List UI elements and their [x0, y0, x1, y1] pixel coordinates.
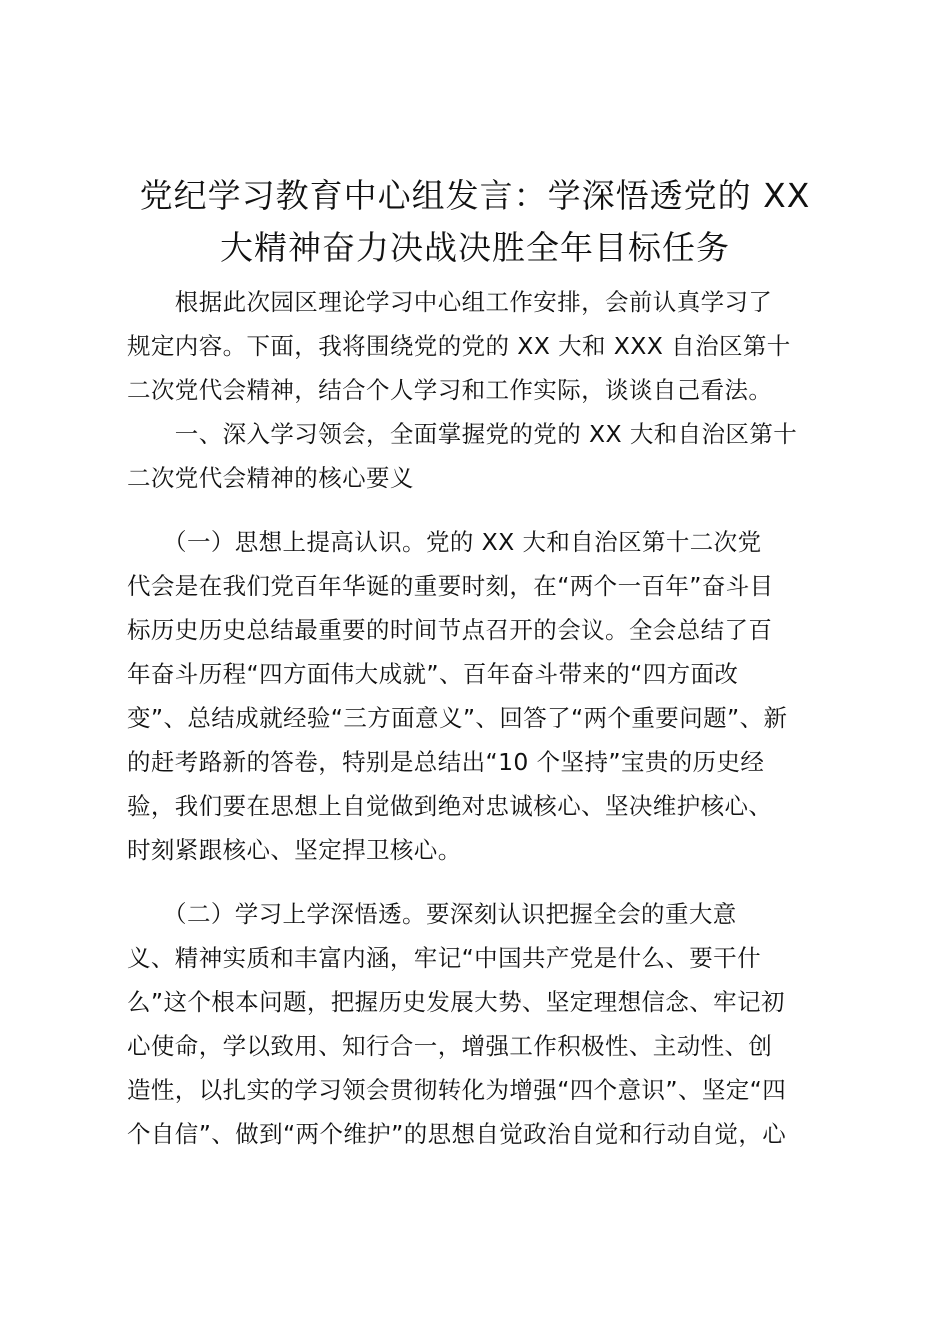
text-line: 义、精神实质和丰富内涵，牢记“中国共产党是什么、要干什 — [127, 944, 761, 972]
intro-paragraph — [127, 280, 832, 412]
paragraph-1 — [127, 520, 832, 872]
text-line: （一）思想上提高认识。党的 XX 大和自治区第十二次党 — [127, 528, 762, 556]
text-line: 二次党代会精神的核心要义 — [127, 464, 414, 492]
text-line: 么”这个根本问题，把握历史发展大势、坚定理想信念、牢记初 — [127, 988, 785, 1016]
text-line: 造性，以扎实的学习领会贯彻转化为增强“四个意识”、坚定“四 — [127, 1076, 787, 1104]
text-line: 年奋斗历程“四方面伟大成就”、百年奋斗带来的“四方面改 — [127, 660, 739, 688]
text-line: 心使命，学以致用、知行合一，增强工作积极性、主动性、创 — [127, 1032, 773, 1060]
text-line: 一、深入学习领会，全面掌握党的党的 XX 大和自治区第十 — [127, 420, 798, 448]
paragraph-gap — [127, 872, 832, 892]
text-line: 标历史历史总结最重要的时间节点召开的会议。全会总结了百 — [127, 616, 773, 644]
text-line: 代会是在我们党百年华诞的重要时刻，在“两个一百年”奋斗目 — [127, 572, 774, 600]
document-title — [110, 170, 840, 274]
paragraph-gap — [127, 500, 832, 520]
document-body — [127, 280, 832, 1156]
text-line: 的赶考路新的答卷，特别是总结出“10 个坚持”宝贵的历史经 — [127, 748, 765, 776]
text-line: 二次党代会精神，结合个人学习和工作实际，谈谈自己看法。 — [127, 376, 773, 404]
text-line: 时刻紧跟核心、坚定捍卫核心。 — [127, 836, 462, 864]
text-line: 验，我们要在思想上自觉做到绝对忠诚核心、坚决维护核心、 — [127, 792, 773, 820]
text-line: （二）学习上学深悟透。要深刻认识把握全会的重大意 — [127, 900, 737, 928]
text-line: 个自信”、做到“两个维护”的思想自觉政治自觉和行动自觉，心 — [127, 1120, 787, 1148]
text-line: 根据此次园区理论学习中心组工作安排，会前认真学习了 — [127, 288, 773, 316]
text-line: 规定内容。下面，我将围绕党的党的 XX 大和 XXX 自治区第十 — [127, 332, 791, 360]
text-line: 变”、总结成就经验“三方面意义”、回答了“两个重要问题”、新 — [127, 704, 788, 732]
title-line: 党纪学习教育中心组发言：学深悟透党的 XX — [139, 176, 811, 215]
title-line: 大精神奋力决战决胜全年目标任务 — [220, 228, 730, 267]
section-heading-1 — [127, 412, 832, 500]
paragraph-2 — [127, 892, 832, 1156]
